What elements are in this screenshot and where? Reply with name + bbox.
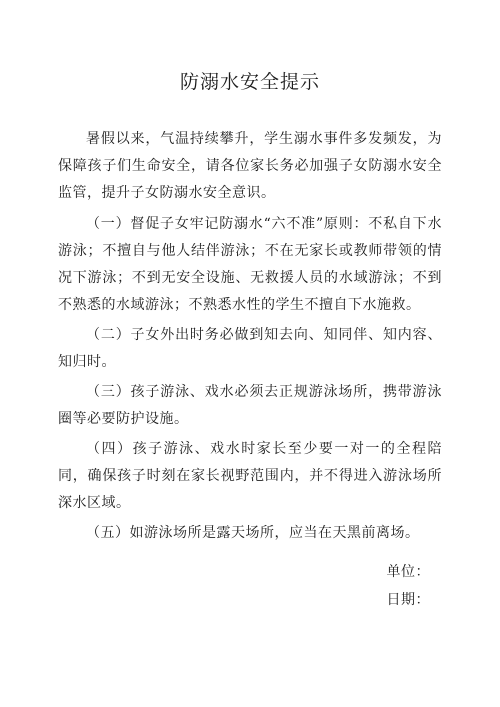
- rule-item-2: （二）子女外出时务必做到知去向、知同伴、知内容、知归时。: [58, 327, 442, 370]
- rule-item-3: （三）孩子游泳、戏水必须去正规游泳场所，携带游泳圈等必要防护设施。: [58, 384, 442, 427]
- rule-item-4: （四）孩子游泳、戏水时家长至少要一对一的全程陪同，确保孩子时刻在家长视野范围内，并不得进入游泳场所深水区域。: [58, 441, 442, 511]
- rule-item-1: （一）督促子女牢记防溺水“六不准”原则：不私自下水游泳；不擅自与他人结伴游泳；不在无家长或教师带领的情况下游泳；不到无安全设施、无救援人员的水域游泳；不到不熟悉的水域游泳；不熟悉水性的学生不擅自下水施救。: [58, 216, 442, 313]
- rule-item-5: （五）如游泳场所是露天场所，应当在天黑前离场。: [86, 525, 420, 541]
- signature-unit-label: 单位：: [386, 564, 430, 580]
- document-body: [58, 126, 442, 550]
- signature-date-label: 日期：: [386, 592, 430, 608]
- document-title: 防溺水安全提示: [179, 71, 320, 93]
- intro-paragraph: 暑假以来，气温持续攀升，学生溺水事件多发频发，为保障孩子们生命安全，请各位家长务必加强子女防溺水安全监管，提升子女防溺水安全意识。: [58, 131, 442, 201]
